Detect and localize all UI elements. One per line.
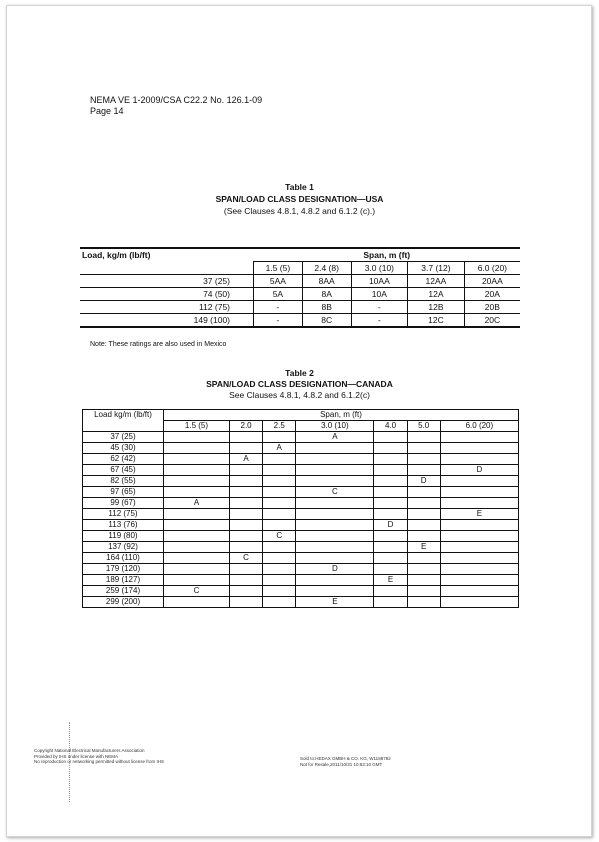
class-cell: 20B bbox=[464, 301, 520, 314]
class-cell bbox=[407, 531, 440, 542]
table-row bbox=[80, 314, 520, 328]
load-cell: 299 (200) bbox=[83, 597, 164, 608]
class-cell bbox=[229, 465, 262, 476]
load-cell: 259 (174) bbox=[83, 586, 164, 597]
class-cell bbox=[374, 487, 407, 498]
class-cell: 10A bbox=[351, 288, 408, 301]
class-cell: 5A bbox=[254, 288, 303, 301]
load-cell: 62 (42) bbox=[83, 454, 164, 465]
table2-label: Table 2 bbox=[285, 368, 314, 378]
load-cell: 149 (100) bbox=[80, 314, 254, 328]
class-cell: E bbox=[440, 509, 518, 520]
load-cell: 67 (45) bbox=[83, 465, 164, 476]
class-cell: - bbox=[351, 301, 408, 314]
class-cell bbox=[407, 597, 440, 608]
class-cell bbox=[440, 454, 518, 465]
span-header-cell: 2.4 (8) bbox=[302, 262, 351, 275]
class-cell bbox=[296, 509, 374, 520]
table-row bbox=[83, 520, 519, 531]
class-cell bbox=[263, 454, 296, 465]
class-cell bbox=[296, 586, 374, 597]
class-cell bbox=[263, 465, 296, 476]
table-row bbox=[83, 531, 519, 542]
class-cell: 12C bbox=[408, 314, 465, 328]
table-row bbox=[83, 542, 519, 553]
class-cell bbox=[263, 542, 296, 553]
footer-line: Not for Resale,2011/10/31 10:53:10 GMT bbox=[300, 761, 383, 767]
class-cell: C bbox=[164, 586, 230, 597]
class-cell bbox=[374, 498, 407, 509]
class-cell bbox=[440, 443, 518, 454]
load-cell: 82 (55) bbox=[83, 476, 164, 487]
usa-span-load-table bbox=[80, 247, 520, 328]
table-row bbox=[83, 443, 519, 454]
class-cell bbox=[296, 465, 374, 476]
load-cell: 97 (65) bbox=[83, 487, 164, 498]
class-cell bbox=[229, 531, 262, 542]
class-cell: 8C bbox=[302, 314, 351, 328]
load-cell: 112 (75) bbox=[80, 301, 254, 314]
class-cell bbox=[164, 542, 230, 553]
standard-number: NEMA VE 1-2009/CSA C22.2 No. 126.1-09 bbox=[90, 95, 263, 105]
class-cell bbox=[407, 520, 440, 531]
footer-line: Copyright National Electrical Manufacturers Association bbox=[34, 748, 145, 753]
class-cell: D bbox=[440, 465, 518, 476]
class-cell bbox=[263, 487, 296, 498]
class-cell bbox=[374, 432, 407, 443]
mexico-note: Note: These ratings are also used in Mexico bbox=[90, 341, 227, 348]
class-cell bbox=[263, 597, 296, 608]
table1-title: SPAN/LOAD CLASS DESIGNATION—USA bbox=[215, 194, 384, 204]
class-cell bbox=[407, 586, 440, 597]
class-cell bbox=[374, 509, 407, 520]
load-column-header: Load kg/m (lb/ft) bbox=[83, 410, 164, 432]
table-row bbox=[83, 432, 519, 443]
page-number: Page 14 bbox=[90, 106, 124, 116]
table-row bbox=[80, 301, 520, 314]
class-cell: A bbox=[263, 443, 296, 454]
class-cell bbox=[407, 509, 440, 520]
class-cell bbox=[296, 553, 374, 564]
class-cell bbox=[407, 465, 440, 476]
class-cell: D bbox=[374, 520, 407, 531]
class-cell bbox=[440, 564, 518, 575]
class-cell bbox=[440, 476, 518, 487]
class-cell bbox=[229, 498, 262, 509]
class-cell bbox=[407, 498, 440, 509]
class-cell: 20C bbox=[464, 314, 520, 328]
class-cell bbox=[229, 443, 262, 454]
table-row bbox=[83, 476, 519, 487]
table-row bbox=[83, 564, 519, 575]
span-header-cell: 3.0 (10) bbox=[296, 421, 374, 432]
class-cell bbox=[164, 564, 230, 575]
class-cell bbox=[296, 476, 374, 487]
class-cell bbox=[229, 476, 262, 487]
class-cell bbox=[296, 542, 374, 553]
table2-title: SPAN/LOAD CLASS DESIGNATION—CANADA bbox=[206, 379, 393, 389]
class-cell bbox=[263, 575, 296, 586]
class-cell bbox=[164, 443, 230, 454]
table1-label: Table 1 bbox=[285, 182, 314, 192]
span-header-cell: 6.0 (20) bbox=[440, 421, 518, 432]
class-cell bbox=[263, 520, 296, 531]
class-cell bbox=[164, 465, 230, 476]
class-cell bbox=[374, 476, 407, 487]
table-row bbox=[83, 597, 519, 608]
license-footer bbox=[300, 756, 391, 767]
table-row bbox=[83, 509, 519, 520]
document-header bbox=[90, 95, 262, 117]
class-cell bbox=[229, 487, 262, 498]
class-cell bbox=[440, 542, 518, 553]
span-column-header: Span, m (ft) bbox=[164, 410, 519, 421]
load-cell: 37 (25) bbox=[83, 432, 164, 443]
class-cell: D bbox=[407, 476, 440, 487]
table-row bbox=[80, 288, 520, 301]
class-cell bbox=[263, 553, 296, 564]
load-cell: 112 (75) bbox=[83, 509, 164, 520]
class-cell: 5AA bbox=[254, 275, 303, 288]
class-cell: 8A bbox=[302, 288, 351, 301]
class-cell bbox=[407, 575, 440, 586]
class-cell: E bbox=[296, 597, 374, 608]
class-cell bbox=[164, 432, 230, 443]
class-cell bbox=[374, 531, 407, 542]
class-cell bbox=[263, 476, 296, 487]
table-row bbox=[83, 454, 519, 465]
class-cell: - bbox=[254, 314, 303, 328]
class-cell: 12A bbox=[408, 288, 465, 301]
table-row bbox=[83, 586, 519, 597]
span-header-cell: 5.0 bbox=[407, 421, 440, 432]
table-row bbox=[83, 553, 519, 564]
load-cell: 179 (120) bbox=[83, 564, 164, 575]
class-cell bbox=[263, 498, 296, 509]
load-cell: 37 (25) bbox=[80, 275, 254, 288]
class-cell bbox=[374, 443, 407, 454]
class-cell bbox=[374, 542, 407, 553]
class-cell bbox=[164, 454, 230, 465]
class-cell: E bbox=[374, 575, 407, 586]
load-cell: 99 (67) bbox=[83, 498, 164, 509]
load-cell: 119 (80) bbox=[83, 531, 164, 542]
class-cell: 20AA bbox=[464, 275, 520, 288]
copyright-footer bbox=[34, 748, 164, 765]
class-cell bbox=[407, 432, 440, 443]
class-cell bbox=[440, 520, 518, 531]
class-cell bbox=[374, 564, 407, 575]
table2-subtitle: See Clauses 4.8.1, 4.8.2 and 6.1.2(c) bbox=[229, 390, 370, 400]
class-cell bbox=[374, 465, 407, 476]
load-cell: 45 (30) bbox=[83, 443, 164, 454]
class-cell bbox=[440, 531, 518, 542]
table-row bbox=[80, 275, 520, 288]
class-cell bbox=[407, 564, 440, 575]
class-cell bbox=[407, 487, 440, 498]
span-header-cell: 4.0 bbox=[374, 421, 407, 432]
class-cell: A bbox=[164, 498, 230, 509]
load-cell: 137 (92) bbox=[83, 542, 164, 553]
class-cell: - bbox=[254, 301, 303, 314]
class-cell bbox=[229, 564, 262, 575]
span-header-cell: 6.0 (20) bbox=[464, 262, 520, 275]
footer-line: Sold to:HEDAX GMBH & CO. KG, W1188782 bbox=[300, 756, 391, 761]
span-header-cell: 3.7 (12) bbox=[408, 262, 465, 275]
class-cell bbox=[164, 487, 230, 498]
class-cell bbox=[440, 498, 518, 509]
class-cell: 8B bbox=[302, 301, 351, 314]
class-cell bbox=[374, 586, 407, 597]
class-cell bbox=[440, 432, 518, 443]
class-cell bbox=[164, 553, 230, 564]
class-cell bbox=[296, 531, 374, 542]
span-column-header: Span, m (ft) bbox=[254, 248, 521, 262]
footer-line: Provided by IHS under license with NEMA bbox=[34, 753, 119, 759]
class-cell bbox=[407, 443, 440, 454]
class-cell bbox=[296, 454, 374, 465]
class-cell bbox=[407, 454, 440, 465]
table-row bbox=[83, 487, 519, 498]
class-cell: 12AA bbox=[408, 275, 465, 288]
load-cell: 113 (76) bbox=[83, 520, 164, 531]
class-cell: A bbox=[296, 432, 374, 443]
span-header-cell: 2.5 bbox=[263, 421, 296, 432]
class-cell bbox=[229, 432, 262, 443]
class-cell bbox=[229, 509, 262, 520]
class-cell bbox=[374, 597, 407, 608]
footer-line: No reproduction or networking permitted without license from IHS bbox=[34, 759, 165, 764]
class-cell bbox=[440, 586, 518, 597]
class-cell bbox=[263, 564, 296, 575]
class-cell bbox=[374, 553, 407, 564]
class-cell bbox=[164, 575, 230, 586]
class-cell bbox=[440, 553, 518, 564]
canada-span-load-table bbox=[82, 409, 519, 608]
class-cell bbox=[296, 520, 374, 531]
class-cell bbox=[164, 531, 230, 542]
class-cell bbox=[164, 476, 230, 487]
span-header-cell: 1.5 (5) bbox=[254, 262, 303, 275]
class-cell bbox=[263, 586, 296, 597]
class-cell bbox=[164, 597, 230, 608]
class-cell bbox=[229, 542, 262, 553]
class-cell: 10AA bbox=[351, 275, 408, 288]
span-header-cell: 2.0 bbox=[229, 421, 262, 432]
load-cell: 189 (127) bbox=[83, 575, 164, 586]
class-cell: C bbox=[263, 531, 296, 542]
class-cell bbox=[164, 509, 230, 520]
class-cell bbox=[164, 520, 230, 531]
class-cell: 20A bbox=[464, 288, 520, 301]
class-cell bbox=[296, 575, 374, 586]
class-cell bbox=[229, 597, 262, 608]
class-cell bbox=[374, 454, 407, 465]
class-cell bbox=[296, 443, 374, 454]
class-cell: A bbox=[229, 454, 262, 465]
span-header-cell: 1.5 (5) bbox=[164, 421, 230, 432]
class-cell: - bbox=[351, 314, 408, 328]
load-column-header: Load, kg/m (lb/ft) bbox=[80, 248, 254, 262]
class-cell: 8AA bbox=[302, 275, 351, 288]
class-cell: E bbox=[407, 542, 440, 553]
class-cell: D bbox=[296, 564, 374, 575]
class-cell: C bbox=[229, 553, 262, 564]
class-cell bbox=[263, 432, 296, 443]
class-cell bbox=[407, 553, 440, 564]
class-cell bbox=[229, 575, 262, 586]
table-row bbox=[83, 465, 519, 476]
table-row bbox=[83, 498, 519, 509]
class-cell bbox=[440, 575, 518, 586]
load-cell: 74 (50) bbox=[80, 288, 254, 301]
table1-subtitle: (See Clauses 4.8.1, 4.8.2 and 6.1.2 (c).) bbox=[223, 206, 376, 216]
class-cell bbox=[440, 487, 518, 498]
load-cell: 164 (110) bbox=[83, 553, 164, 564]
class-cell bbox=[296, 498, 374, 509]
class-cell bbox=[263, 509, 296, 520]
class-cell: C bbox=[296, 487, 374, 498]
class-cell bbox=[229, 520, 262, 531]
class-cell: 12B bbox=[408, 301, 465, 314]
span-header-cell: 3.0 (10) bbox=[351, 262, 408, 275]
table-row bbox=[83, 575, 519, 586]
class-cell bbox=[440, 597, 518, 608]
class-cell bbox=[229, 586, 262, 597]
